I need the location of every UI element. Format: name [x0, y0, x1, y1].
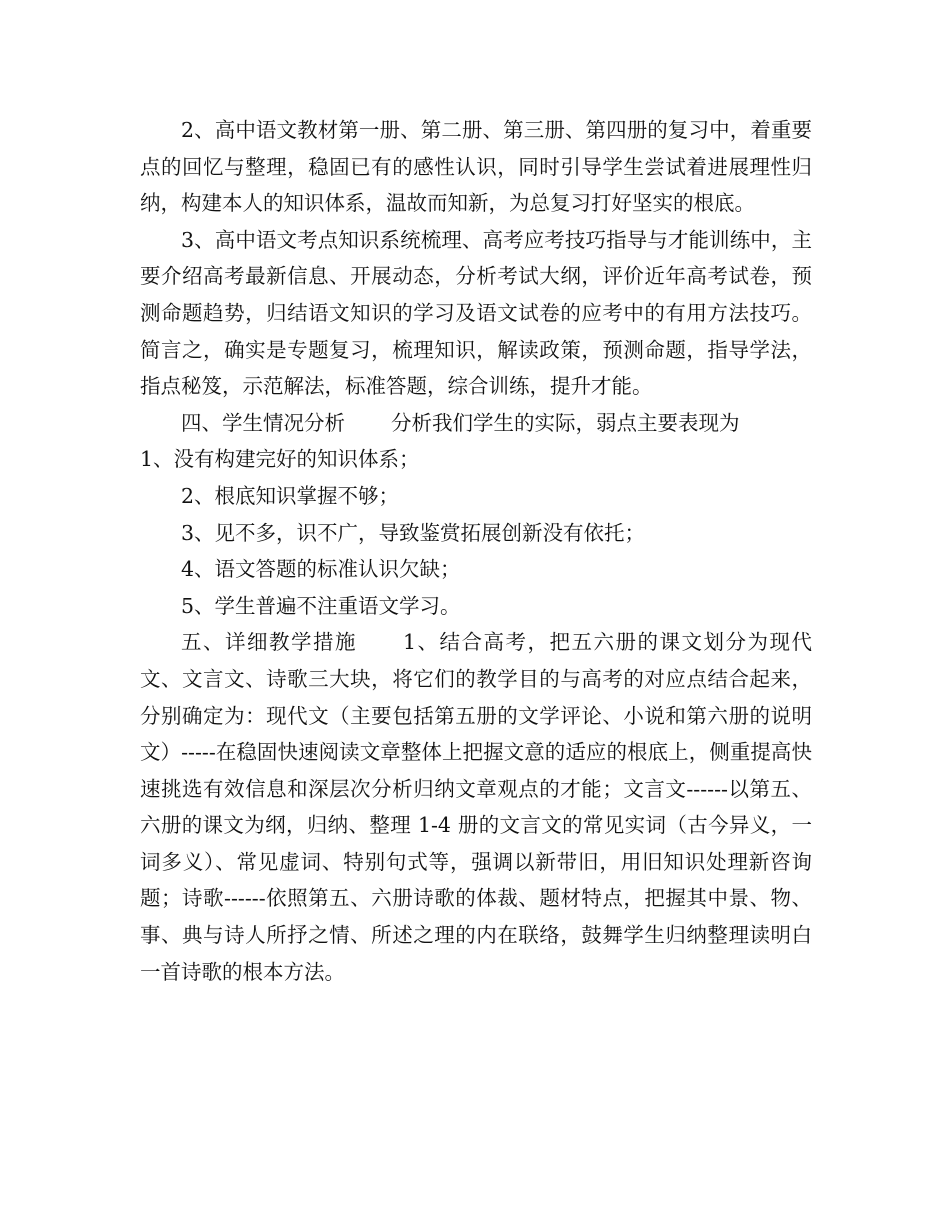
list-item: 5、学生普遍不注重语文学习。 — [181, 593, 461, 618]
section-heading: 五、详细教学措施 — [181, 630, 357, 655]
paragraph-review-textbooks: 2、高中语文教材第一册、第二册、第三册、第四册的复习中，着重要点的回忆与整理，稳固已有的感性认识，同时引导学生尝试着进展理性归纳，构建本人的知识体系，温故而知新，为总复习打好坚实的根底。 — [140, 118, 812, 216]
section-body: 1、结合高考，把五六册的课文划分为现代文、文言文、诗歌三大块，将它们的教学目的与高考的对应点结合起来，分别确定为：现代文（主要包括第五册的文学评论、小说和第六册的说明文）-----在稳固快速阅读文章整体上把握文意的适应的根底上，侧重提高快速挑选有效信息和深层次分析归纳文章观点的才能；文言文------以第五、六册的课文为纲，归纳、整理 1-4 册的文言文的常见实词（古今异义，一词多义）、常见虚词、特别句式等，强调以新带旧，用旧知识处理新咨询题；诗歌------依照第五、六册诗歌的体裁、题材特点，把握其中景、物、事、典与诗人所抒之情、所述之理的内在联络，鼓舞学生归纳整理读明白一首诗歌的根本方法。 — [140, 630, 813, 984]
document-body — [140, 112, 812, 990]
section-teaching-measures — [140, 624, 812, 990]
list-item: 1、没有构建完好的知识体系； — [140, 447, 420, 472]
section-intro: 分析我们学生的实际，弱点主要表现为 — [391, 410, 740, 435]
list-item: 4、语文答题的标准认识欠缺； — [181, 557, 461, 582]
list-item: 2、根底知识掌握不够； — [181, 483, 400, 508]
section-student-analysis — [140, 405, 812, 478]
paragraph-exam-points: 3、高中语文考点知识系统梳理、高考应考技巧指导与才能训练中，主要介绍高考最新信息、开展动态，分析考试大纲，评价近年高考试卷，预测命题趋势，归结语文知识的学习及语文试卷的应考中的有用方法技巧。简言之，确实是专题复习，梳理知识，解读政策，预测命题，指导学法，指点秘笈，示范解法，标准答题，综合训练，提升才能。 — [140, 227, 812, 399]
section-heading: 四、学生情况分析 — [181, 410, 345, 435]
list-item: 3、见不多，识不广，导致鉴赏拓展创新没有依托； — [181, 520, 646, 545]
